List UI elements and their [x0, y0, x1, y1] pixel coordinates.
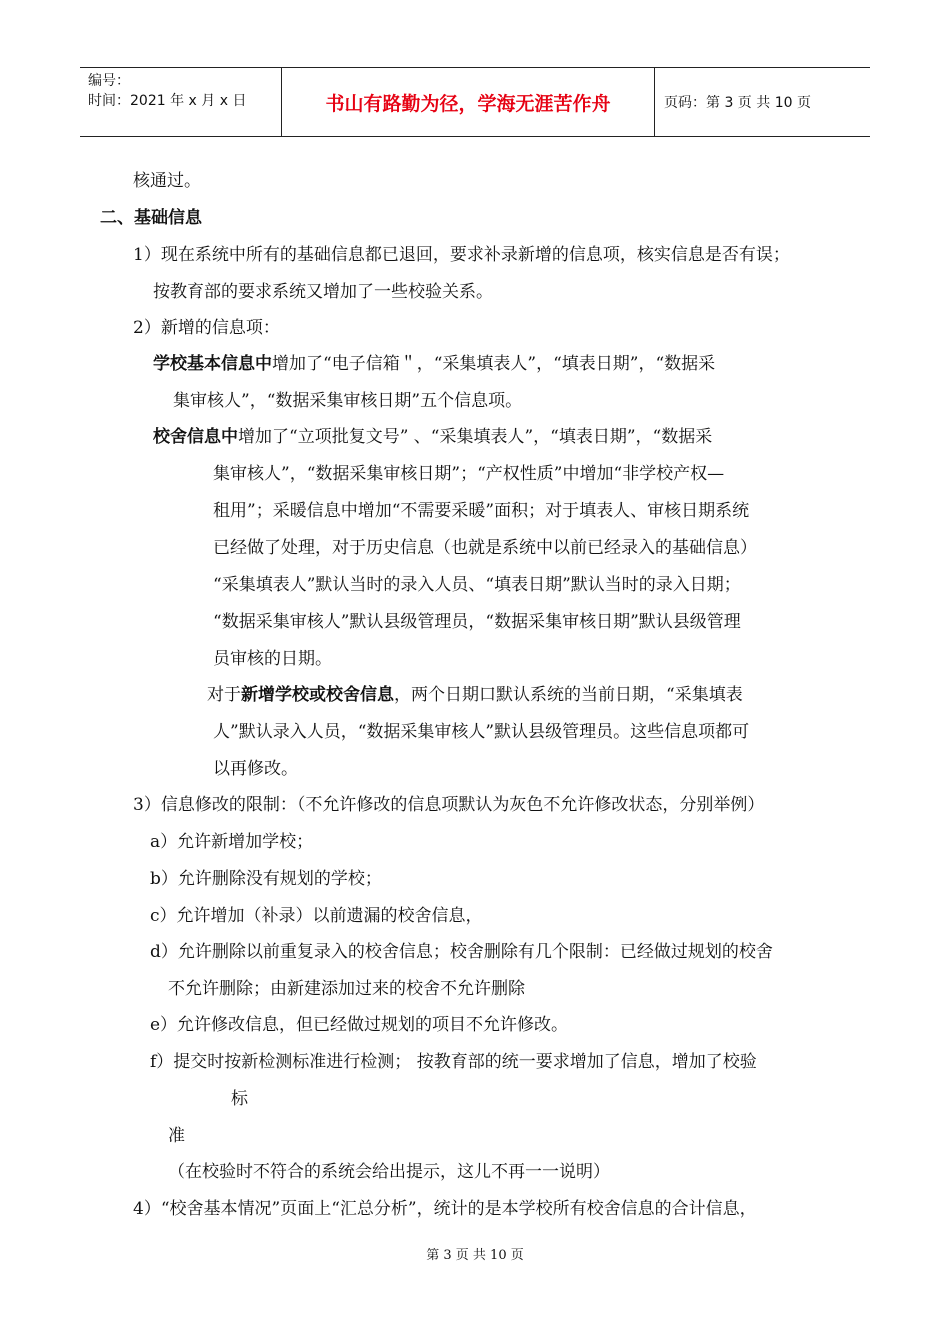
header-meta-cell [80, 68, 282, 136]
text-span: ，两个日期口默认系统的当前日期，“采集填表 [394, 685, 743, 705]
text-line [153, 426, 712, 448]
text-line: （在校验时不符合的系统会给出提示，这儿不再一一说明） [168, 1162, 610, 1182]
text-line: 集审核人”，“数据采集审核日期”五个信息项。 [173, 391, 523, 411]
text-line: 准 [168, 1126, 185, 1146]
document-number-label: 编号： [88, 73, 130, 89]
text-line [207, 684, 743, 706]
header-page-info: 页码：第 3 页 共 10 页 [664, 95, 811, 111]
text-line: 已经做了处理，对于历史信息（也就是系统中以前已经录入的基础信息） [213, 538, 757, 558]
document-time-label: 时间：2021 年 x 月 x 日 [88, 93, 247, 109]
bold-term: 新增学校或校舍信息 [241, 685, 394, 705]
list-item: b）允许删除没有规划的学校； [150, 869, 382, 889]
text-line: “数据采集审核人”默认县级管理员，“数据采集审核日期”默认县级管理 [213, 612, 741, 632]
list-item: d）允许删除以前重复录入的校舍信息；校舍删除有几个限制：已经做过规划的校舍 [150, 942, 773, 962]
text-line: 以再修改。 [213, 759, 298, 779]
text-line: 不允许删除；由新建添加过来的校舍不允许删除 [168, 979, 525, 999]
text-line: 4）“校舍基本情况”页面上“汇总分析”，统计的是本学校所有校舍信息的合计信息， [133, 1199, 757, 1219]
text-line: “采集填表人”默认当时的录入人员、“填表日期”默认当时的录入日期； [213, 575, 741, 595]
bold-term: 校舍信息中 [153, 427, 238, 447]
text-line [153, 353, 715, 375]
header-motto: 书山有路勤为径，学海无涯苦作舟 [282, 68, 655, 136]
section-heading: 二、基础信息 [100, 208, 202, 228]
text-span: 增加了“立项批复文号” 、“采集填表人”，“填表日期”，“数据采 [238, 427, 713, 447]
text-span: 对于 [207, 685, 241, 705]
text-line: 租用”；采暖信息中增加“不需要采暖”面积；对于填表人、审核日期系统 [213, 501, 750, 521]
page-header [80, 67, 870, 137]
text-line: 人”默认录入人员，“数据采集审核人”默认县级管理员。这些信息项都可 [213, 722, 750, 742]
text-line: 2）新增的信息项： [133, 318, 280, 338]
text-span: 增加了“电子信箱＂，“采集填表人”，“填表日期”，“数据采 [272, 354, 716, 374]
text-line: 按教育部的要求系统又增加了一些校验关系。 [153, 282, 493, 302]
text-line: 员审核的日期。 [213, 649, 332, 669]
text-line: 集审核人”，“数据采集审核日期”；“产权性质”中增加“非学校产权— [213, 464, 725, 484]
text-line: 3）信息修改的限制：（不允许修改的信息项默认为灰色不允许修改状态，分别举例） [133, 795, 765, 815]
text-line: 标 [231, 1089, 248, 1109]
text-line: 1）现在系统中所有的基础信息都已退回，要求补录新增的信息项，核实信息是否有误； [133, 245, 790, 265]
page-footer: 第 3 页 共 10 页 [426, 1248, 524, 1263]
list-item: f）提交时按新检测标准进行检测； 按教育部的统一要求增加了信息，增加了校验 [150, 1052, 757, 1072]
text-line: 核通过。 [133, 171, 201, 191]
bold-term: 学校基本信息中 [153, 354, 272, 374]
list-item: a）允许新增加学校； [150, 832, 314, 852]
list-item: e）允许修改信息，但已经做过规划的项目不允许修改。 [150, 1015, 569, 1035]
list-item: c）允许增加（补录）以前遗漏的校舍信息， [150, 906, 483, 926]
